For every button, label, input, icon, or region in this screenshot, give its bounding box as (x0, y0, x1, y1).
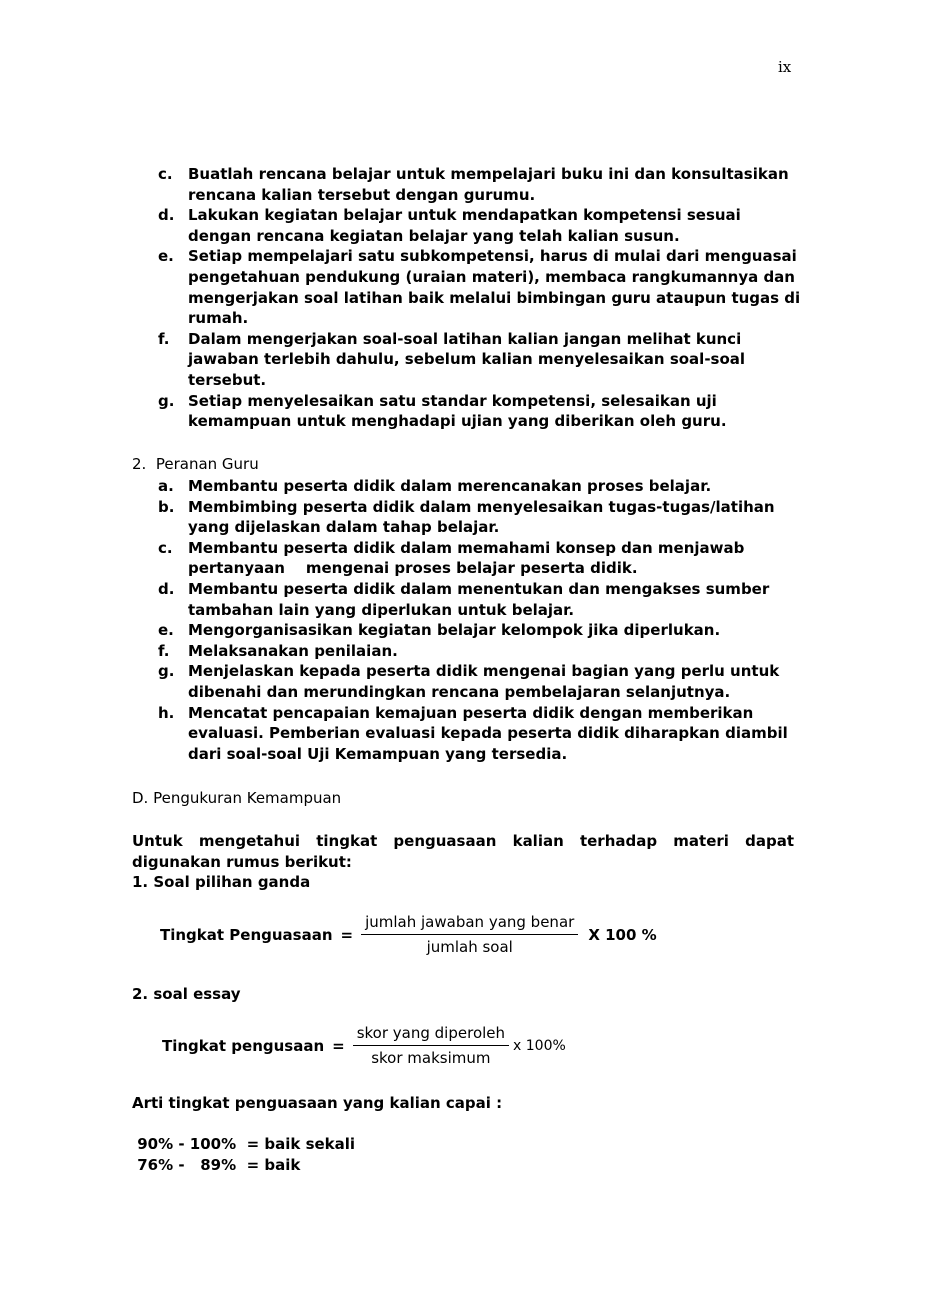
list-text: Lakukan kegiatan belajar untuk mendapatkan kompetensi sesuai dengan rencana kegiatan belajar yang telah kalian susun. (188, 206, 741, 245)
list-item (158, 497, 808, 538)
fraction (353, 1024, 509, 1067)
teacher-role-list (158, 476, 808, 764)
list-text: Melaksanakan penilaian. (188, 641, 398, 660)
subheading-essay: 2. soal essay (132, 985, 241, 1003)
list-marker: d. (158, 579, 175, 598)
formula-label: Tingkat pengusaan (162, 1036, 325, 1055)
list-text: Membantu peserta didik dalam memahami konsep dan menjawab pertanyaan mengenai proses belajar peserta didik. (188, 538, 750, 578)
list-item (158, 476, 808, 497)
list-item (158, 538, 808, 579)
list-text: Buatlah rencana belajar untuk mempelajari buku ini dan konsultasikan rencana kalian tersebut dengan gurumu. (188, 165, 789, 204)
list-marker: a. (158, 477, 174, 495)
fraction (361, 913, 578, 956)
section-heading-pengukuran: D. Pengukuran Kemampuan (132, 789, 342, 807)
list-marker: e. (158, 621, 174, 640)
formula-multiplier: x 100% (513, 1037, 566, 1054)
list-item (158, 703, 808, 765)
list-text: Membantu peserta didik dalam menentukan dan mengakses sumber tambahan lain yang diperlukan untuk belajar. (188, 579, 770, 619)
list-marker: c. (158, 165, 173, 183)
formula-multiplier: X 100 % (588, 925, 657, 944)
fraction-denominator: jumlah soal (426, 938, 513, 956)
list-item (158, 205, 808, 246)
grade-table (132, 1134, 794, 1175)
list-text: Mencatat pencapaian kemajuan peserta didik dengan memberikan evaluasi. Pemberian evaluasi kepada peserta didik diharapkan diambil dari soal-soal Uji Kemampuan yang tersedia. (188, 703, 788, 763)
list-item (158, 329, 808, 391)
list-marker: h. (158, 703, 175, 722)
list-item (158, 641, 808, 662)
list-item (158, 661, 808, 702)
list-text: Setiap mempelajari satu subkompetensi, harus di mulai dari menguasai pengetahuan pendukung (uraian materi), membaca rangkumannya dan mengerjakan soal latihan baik melalui bimbingan guru ataupun tugas di rumah. (188, 247, 801, 328)
fraction-numerator: skor yang diperoleh (353, 1024, 509, 1046)
list-text: Membimbing peserta didik dalam menyelesaikan tugas-tugas/latihan yang dijelaskan dalam tahap belajar. (188, 497, 775, 537)
grade-row: 76% - 89% = baik (132, 1155, 301, 1174)
equals-sign: = (340, 925, 354, 944)
list-item (158, 620, 808, 641)
list-marker: d. (158, 206, 175, 225)
intro-line: digunakan rumus berikut: (132, 852, 352, 871)
list-item (158, 579, 808, 620)
formula-multiple-choice (160, 913, 657, 956)
fraction-numerator: jumlah jawaban yang benar (361, 913, 578, 935)
list-marker: f. (158, 641, 170, 660)
formula-label: Tingkat Penguasaan (160, 925, 333, 944)
grade-row: 90% - 100% = baik sekali (132, 1135, 356, 1153)
list-marker: g. (158, 391, 175, 410)
study-steps-list (158, 164, 808, 432)
list-marker: e. (158, 247, 174, 266)
list-marker: f. (158, 329, 170, 348)
list-item (158, 164, 808, 205)
list-marker: b. (158, 497, 175, 516)
fraction-denominator: skor maksimum (371, 1049, 491, 1067)
list-text: Mengorganisasikan kegiatan belajar kelompok jika diperlukan. (188, 621, 721, 640)
measurement-intro (132, 831, 794, 893)
list-text: Setiap menyelesaikan satu standar kompetensi, selesaikan uji kemampuan untuk menghadapi ujian yang diberikan oleh guru. (188, 391, 727, 431)
list-item (158, 246, 808, 328)
section-heading-peranan-guru: 2. Peranan Guru (132, 455, 259, 473)
list-item (158, 391, 808, 432)
list-text: Membantu peserta didik dalam merencanakan proses belajar. (188, 477, 712, 495)
list-text: Menjelaskan kepada peserta didik mengenai bagian yang perlu untuk dibenahi dan merundingkan rencana pembelajaran selanjutnya. (188, 662, 780, 701)
list-marker: c. (158, 538, 173, 557)
intro-line: Untuk mengetahui tingkat penguasaan kalian terhadap materi dapat (132, 832, 794, 850)
subheading-multiple-choice: 1. Soal pilihan ganda (132, 873, 311, 892)
meaning-heading: Arti tingkat penguasaan yang kalian capai : (132, 1094, 503, 1112)
formula-essay (162, 1024, 566, 1067)
page-number: ix (778, 58, 792, 76)
equals-sign: = (332, 1036, 345, 1055)
list-text: Dalam mengerjakan soal-soal latihan kalian jangan melihat kunci jawaban terlebih dahulu, sebelum kalian menyelesaikan soal-soal tersebut. (188, 329, 746, 389)
list-marker: g. (158, 662, 175, 681)
